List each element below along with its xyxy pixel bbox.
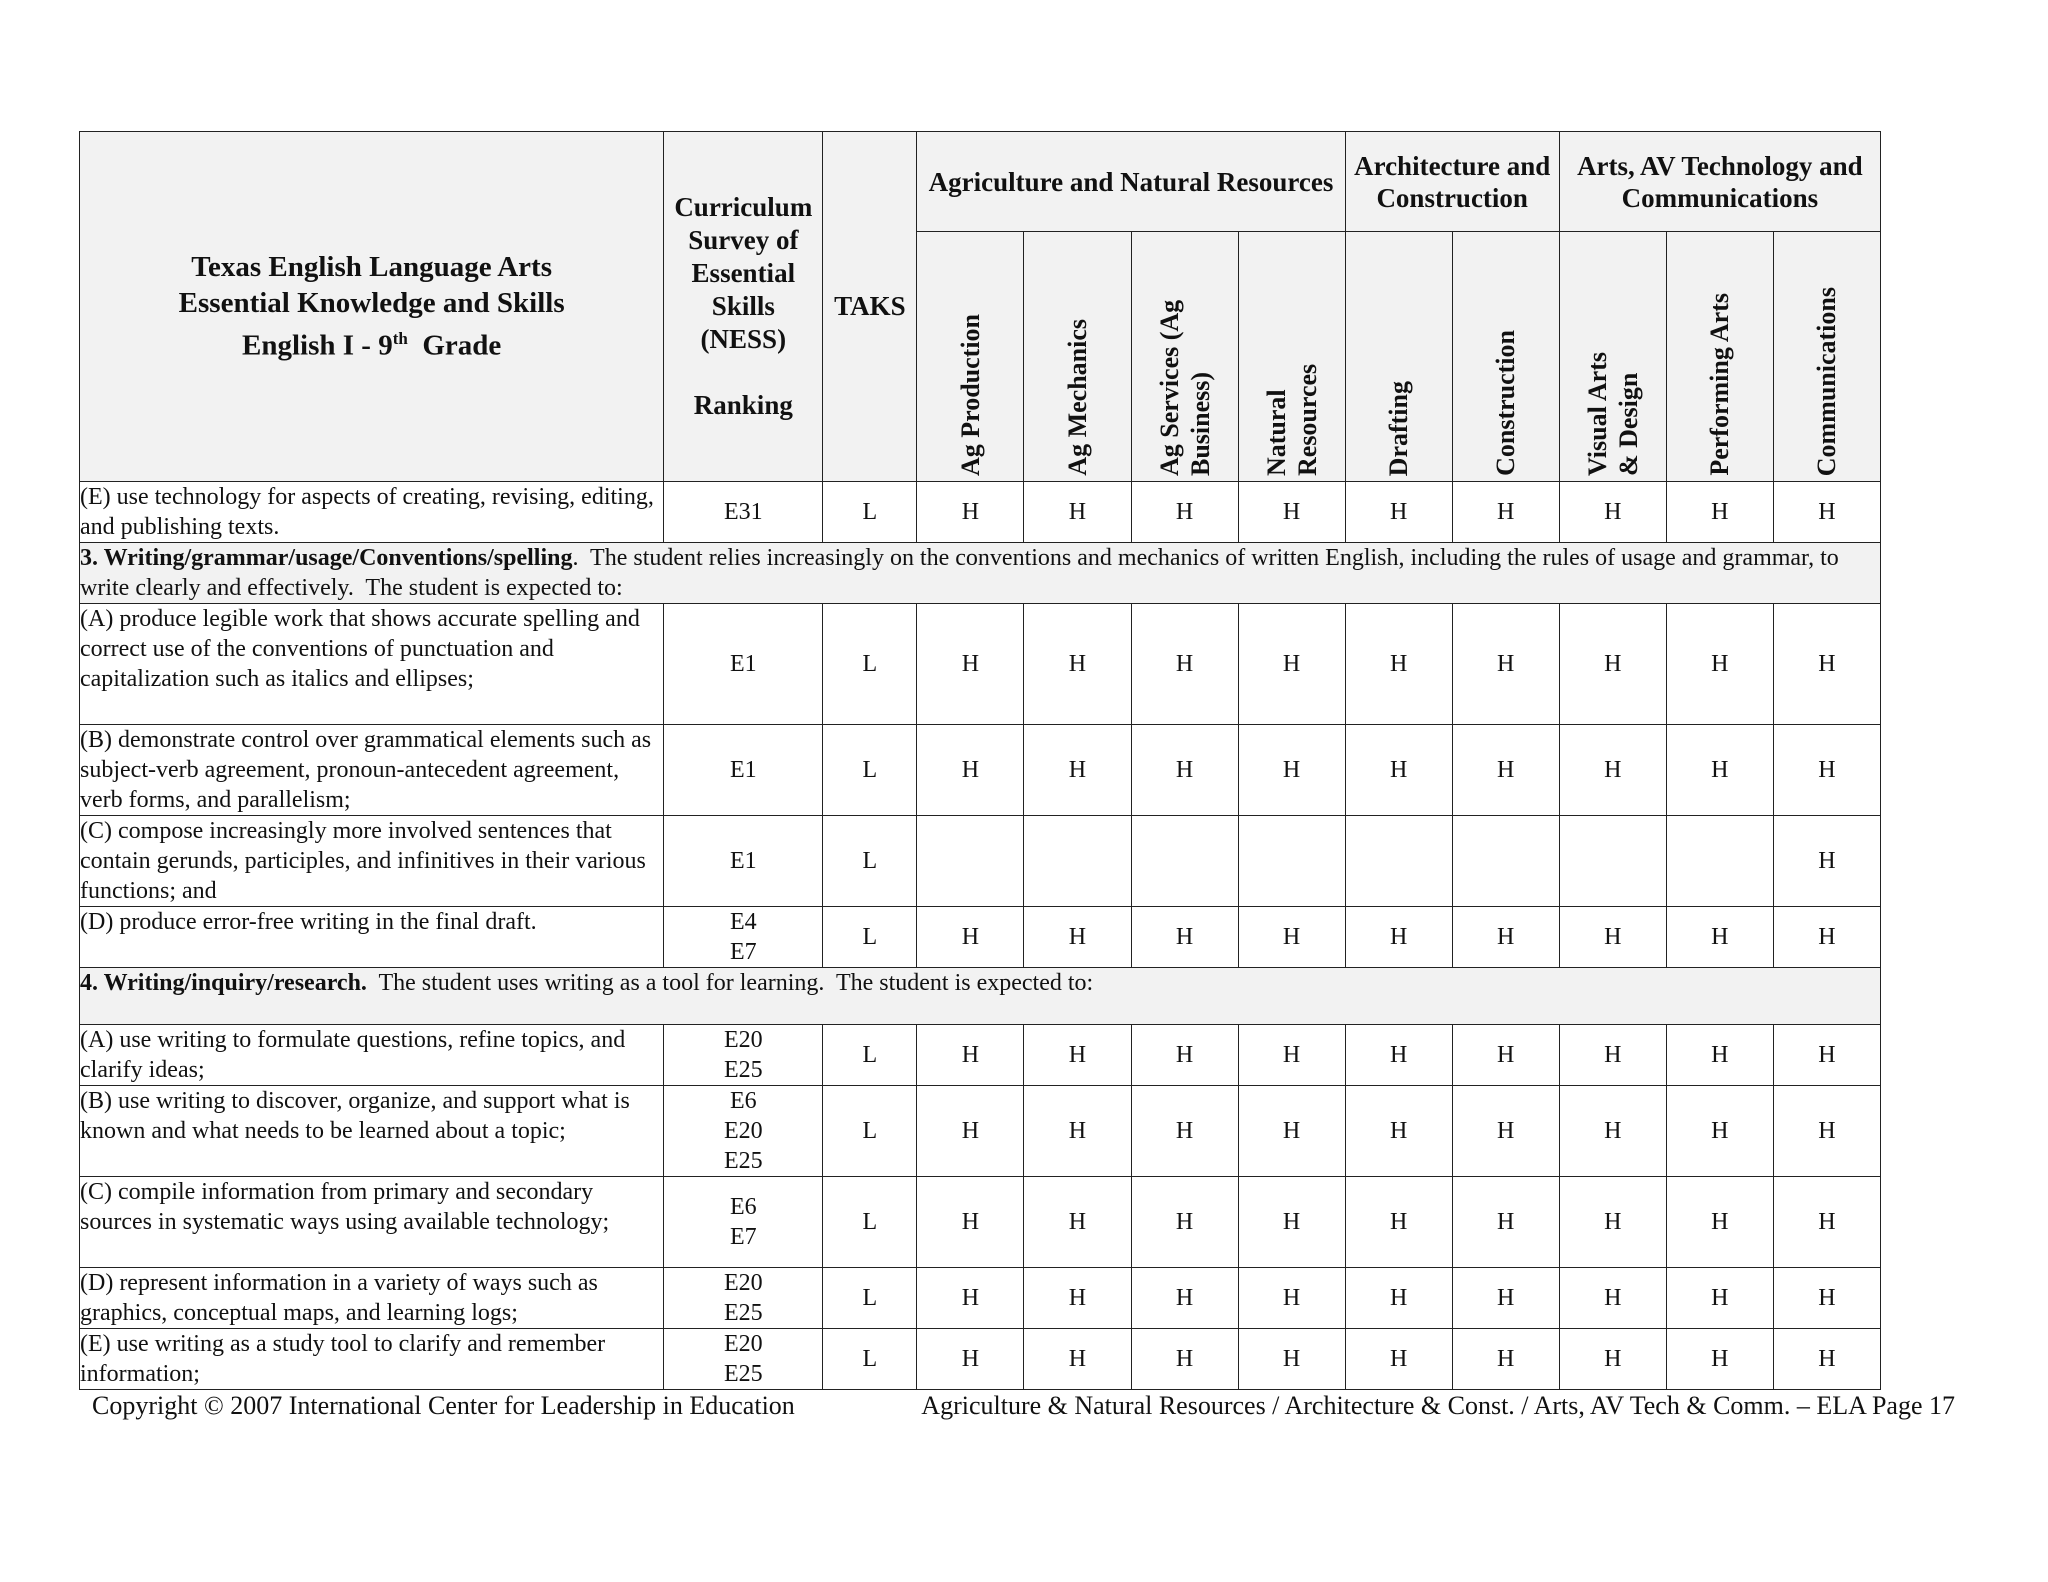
rating: H <box>1345 907 1452 968</box>
rating: H <box>1773 907 1880 968</box>
pathway-ag-services: Ag Services (Ag Business) <box>1131 232 1238 482</box>
rating <box>917 816 1024 907</box>
section-4-title: 4. Writing/inquiry/research. <box>80 970 367 996</box>
pathway-drafting: Drafting <box>1345 232 1452 482</box>
rating: H <box>1452 1268 1559 1329</box>
rating: H <box>1024 604 1131 725</box>
pathway-communications: Communications <box>1773 232 1880 482</box>
pathway-performing-arts: Performing Arts <box>1666 232 1773 482</box>
taks-value: L <box>823 1025 917 1086</box>
skill-description: (A) produce legible work that shows accurate spelling and correct use of the conventions of punctuation and capitalization such as italics and ellipses; <box>80 604 664 725</box>
rating: H <box>1559 604 1666 725</box>
table-row <box>80 1329 1881 1390</box>
taks-value: L <box>823 1177 917 1268</box>
rating <box>1238 816 1345 907</box>
rating: H <box>1238 1025 1345 1086</box>
rating: H <box>1773 604 1880 725</box>
rating: H <box>1773 1329 1880 1390</box>
rating <box>1024 816 1131 907</box>
cluster-architecture: Architecture and Construction <box>1345 132 1559 232</box>
rating: H <box>1238 604 1345 725</box>
rating: H <box>1666 1329 1773 1390</box>
rating: H <box>1452 725 1559 816</box>
rating: H <box>1773 1025 1880 1086</box>
rating: H <box>917 725 1024 816</box>
table-row <box>80 1086 1881 1177</box>
rating <box>1131 816 1238 907</box>
rating: H <box>1666 1025 1773 1086</box>
pathway-ag-production: Ag Production <box>917 232 1024 482</box>
taks-value: L <box>823 1268 917 1329</box>
rating: H <box>1238 1329 1345 1390</box>
section-3-text: . The student relies increasingly on the conventions and mechanics of written English, including the rules of usage and grammar, to write clearly and effectively. The student is expected to: <box>80 545 1845 601</box>
rating: H <box>1345 1086 1452 1177</box>
rating: H <box>1131 1268 1238 1329</box>
rating: H <box>1452 1177 1559 1268</box>
ness-code: E6 E20 E25 <box>664 1086 823 1177</box>
rating: H <box>1559 1025 1666 1086</box>
rating: H <box>1345 1268 1452 1329</box>
rating: H <box>1345 604 1452 725</box>
rating: H <box>1131 604 1238 725</box>
rating: H <box>1238 725 1345 816</box>
skill-description: (E) use writing as a study tool to clarify and remember information; <box>80 1329 664 1390</box>
rating: H <box>1131 907 1238 968</box>
table-row <box>80 907 1881 968</box>
rating: H <box>1024 1086 1131 1177</box>
rating: H <box>1559 1177 1666 1268</box>
ness-code: E1 <box>664 725 823 816</box>
rating: H <box>1024 907 1131 968</box>
skill-description: (C) compile information from primary and secondary sources in systematic ways using available technology; <box>80 1177 664 1268</box>
table-row <box>80 725 1881 816</box>
pathway-construction: Construction <box>1452 232 1559 482</box>
rating: H <box>1024 1025 1131 1086</box>
rating: H <box>1238 1268 1345 1329</box>
rating: H <box>1131 1329 1238 1390</box>
section-header-4 <box>80 968 1881 1025</box>
rating: H <box>1666 604 1773 725</box>
rating: H <box>1238 482 1345 543</box>
taks-value: L <box>823 907 917 968</box>
page-footer: Agriculture & Natural Resources / Architecture & Const. / Arts, AV Tech & Comm. – ELA Page 17 <box>921 1391 1955 1420</box>
ness-code: E6 E7 <box>664 1177 823 1268</box>
skill-description: (C) compose increasingly more involved sentences that contain gerunds, participles, and infinitives in their various functions; and <box>80 816 664 907</box>
table-row <box>80 1025 1881 1086</box>
rating: H <box>917 907 1024 968</box>
skill-description: (D) represent information in a variety of ways such as graphics, conceptual maps, and learning logs; <box>80 1268 664 1329</box>
ness-code: E20 E25 <box>664 1329 823 1390</box>
ness-code: E20 E25 <box>664 1268 823 1329</box>
rating: H <box>1131 1086 1238 1177</box>
taks-value: L <box>823 725 917 816</box>
taks-value: L <box>823 482 917 543</box>
rating: H <box>1559 1329 1666 1390</box>
rating: H <box>917 1025 1024 1086</box>
ness-code: E31 <box>664 482 823 543</box>
rating: H <box>1452 1329 1559 1390</box>
skill-description: (E) use technology for aspects of creating, revising, editing, and publishing texts. <box>80 482 664 543</box>
rating: H <box>1238 1177 1345 1268</box>
section-3-title: 3. Writing/grammar/usage/Conventions/spelling <box>80 545 573 571</box>
rating: H <box>1559 725 1666 816</box>
rating <box>1666 816 1773 907</box>
rating: H <box>917 1329 1024 1390</box>
rating: H <box>1452 1025 1559 1086</box>
taks-header: TAKS <box>823 132 917 482</box>
rating: H <box>1773 816 1880 907</box>
ness-code: E1 <box>664 816 823 907</box>
table-row <box>80 482 1881 543</box>
rating: H <box>1345 482 1452 543</box>
table-row <box>80 604 1881 725</box>
skill-description: (B) demonstrate control over grammatical elements such as subject-verb agreement, pronoun-antecedent agreement, verb forms, and parallelism; <box>80 725 664 816</box>
taks-value: L <box>823 816 917 907</box>
rating <box>1559 816 1666 907</box>
rating <box>1452 816 1559 907</box>
rating: H <box>1559 907 1666 968</box>
rating: H <box>917 482 1024 543</box>
cluster-arts-av: Arts, AV Technology and Communications <box>1559 132 1880 232</box>
rating: H <box>1773 1086 1880 1177</box>
table-row <box>80 1268 1881 1329</box>
ness-code: E4 E7 <box>664 907 823 968</box>
rating: H <box>1452 604 1559 725</box>
rating: H <box>1024 1329 1131 1390</box>
skill-description: (A) use writing to formulate questions, refine topics, and clarify ideas; <box>80 1025 664 1086</box>
rating: H <box>1452 1086 1559 1177</box>
rating: H <box>1131 1177 1238 1268</box>
rating: H <box>1345 1177 1452 1268</box>
rating: H <box>1024 482 1131 543</box>
taks-value: L <box>823 1086 917 1177</box>
skill-description: (D) produce error-free writing in the final draft. <box>80 907 664 968</box>
cluster-agriculture: Agriculture and Natural Resources <box>917 132 1345 232</box>
rating <box>1345 816 1452 907</box>
table-title <box>80 132 664 482</box>
rating: H <box>1559 1086 1666 1177</box>
taks-value: L <box>823 1329 917 1390</box>
ness-code: E20 E25 <box>664 1025 823 1086</box>
rating: H <box>1131 482 1238 543</box>
title-line-1: Texas English Language Arts <box>191 251 552 284</box>
rating: H <box>1024 1177 1131 1268</box>
rating: H <box>1559 482 1666 543</box>
rating: H <box>1666 907 1773 968</box>
rating: H <box>1345 1329 1452 1390</box>
section-header-3 <box>80 543 1881 604</box>
pathway-ag-mechanics: Ag Mechanics <box>1024 232 1131 482</box>
table-row <box>80 1177 1881 1268</box>
rating: H <box>1666 725 1773 816</box>
ness-ranking-header: Curriculum Survey of Essential Skills (NESS) Ranking <box>664 132 823 482</box>
rating: H <box>1024 1268 1131 1329</box>
rating: H <box>1773 482 1880 543</box>
rating: H <box>1773 725 1880 816</box>
skill-description: (B) use writing to discover, organize, and support what is known and what needs to be learned about a topic; <box>80 1086 664 1177</box>
rating: H <box>1452 482 1559 543</box>
rating: H <box>917 1268 1024 1329</box>
section-4-text: The student uses writing as a tool for learning. The student is expected to: <box>366 970 1094 996</box>
copyright-footer: Copyright © 2007 International Center for Leadership in Education <box>92 1391 795 1420</box>
rating: H <box>1131 725 1238 816</box>
title-line-2: Essential Knowledge and Skills <box>178 287 565 320</box>
rating: H <box>917 1177 1024 1268</box>
pathway-natural-resources: Natural Resources <box>1238 232 1345 482</box>
rating: H <box>1238 1086 1345 1177</box>
rating: H <box>1773 1268 1880 1329</box>
taks-value: L <box>823 604 917 725</box>
pathway-visual-arts: Visual Arts & Design <box>1559 232 1666 482</box>
rating: H <box>917 604 1024 725</box>
rating: H <box>1024 725 1131 816</box>
rating: H <box>1666 1177 1773 1268</box>
rating: H <box>917 1086 1024 1177</box>
rating: H <box>1452 907 1559 968</box>
rating: H <box>1666 1268 1773 1329</box>
rating: H <box>1238 907 1345 968</box>
rating: H <box>1666 1086 1773 1177</box>
ness-code: E1 <box>664 604 823 725</box>
rating: H <box>1345 1025 1452 1086</box>
rating: H <box>1559 1268 1666 1329</box>
rating: H <box>1666 482 1773 543</box>
rating: H <box>1345 725 1452 816</box>
rating: H <box>1773 1177 1880 1268</box>
ela-skills-table <box>79 131 1881 1390</box>
rating: H <box>1131 1025 1238 1086</box>
table-row <box>80 816 1881 907</box>
title-line-3: English I - 9th Grade <box>242 329 502 362</box>
